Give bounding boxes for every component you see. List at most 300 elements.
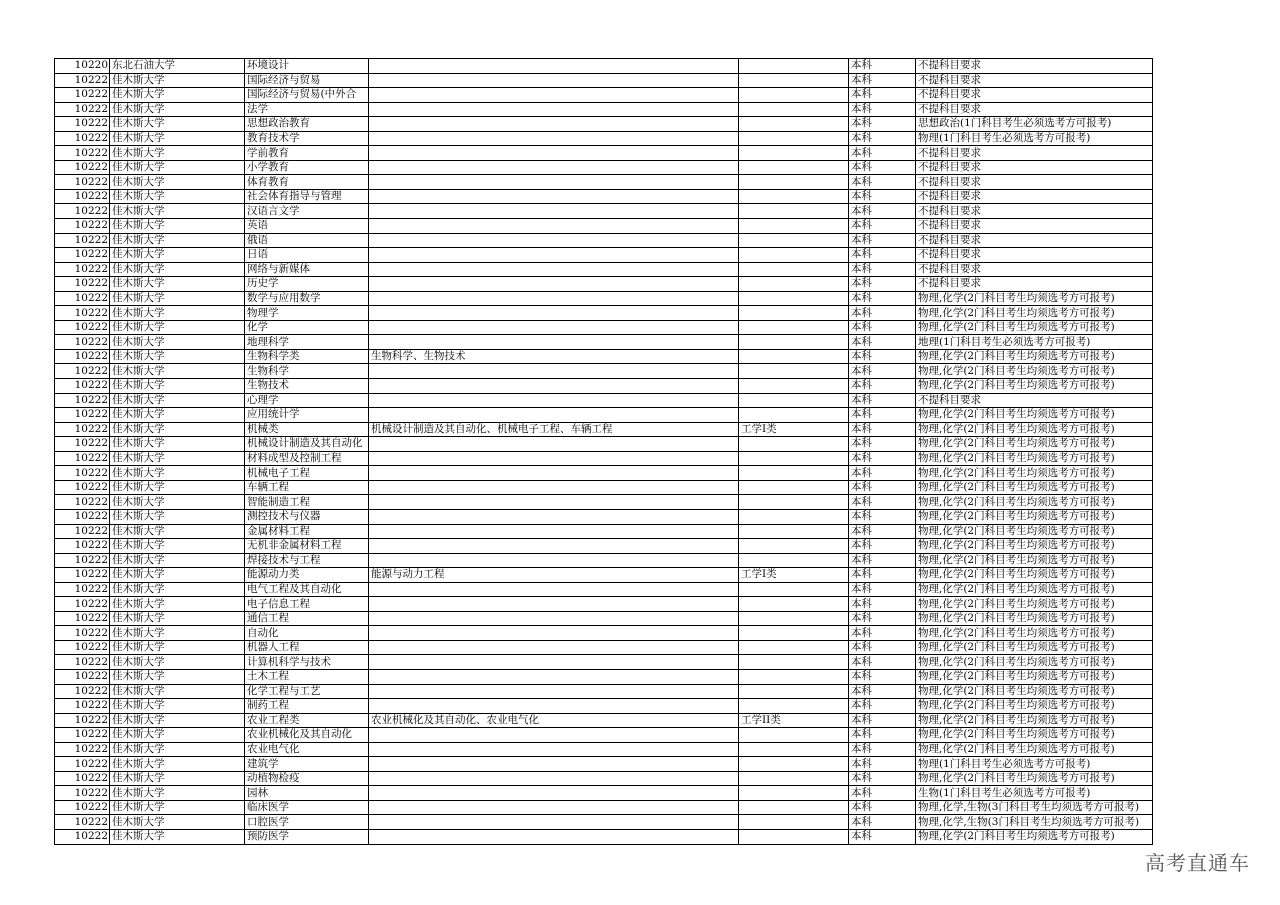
- school-name-cell: 佳木斯大学: [110, 582, 245, 597]
- table-body: [55, 59, 1153, 845]
- school-name-cell: 东北石油大学: [110, 59, 245, 74]
- category-cell: [739, 102, 849, 117]
- subject-requirement-cell: 地理(1门科目考生必须选考方可报考): [916, 335, 1153, 350]
- school-code-cell: 10222: [55, 684, 110, 699]
- level-cell: 本科: [849, 335, 916, 350]
- school-name-cell: 佳木斯大学: [110, 102, 245, 117]
- school-name-cell: 佳木斯大学: [110, 742, 245, 757]
- subject-requirement-cell: 物理,化学(2门科目考生均须选考方可报考): [916, 699, 1153, 714]
- school-name-cell: 佳木斯大学: [110, 524, 245, 539]
- level-cell: 本科: [849, 786, 916, 801]
- major-name-cell: 环境设计: [245, 59, 369, 74]
- table-row: [55, 509, 1153, 524]
- table-row: [55, 466, 1153, 481]
- subject-requirement-cell: 物理,化学(2门科目考生均须选考方可报考): [916, 640, 1153, 655]
- category-cell: [739, 248, 849, 263]
- level-cell: 本科: [849, 306, 916, 321]
- school-code-cell: 10222: [55, 713, 110, 728]
- level-cell: 本科: [849, 189, 916, 204]
- category-cell: [739, 233, 849, 248]
- included-majors-cell: [369, 437, 739, 452]
- included-majors-cell: [369, 88, 739, 103]
- major-name-cell: 教育技术学: [245, 131, 369, 146]
- subject-requirement-cell: 不提科目要求: [916, 73, 1153, 88]
- major-name-cell: 能源动力类: [245, 568, 369, 583]
- category-cell: [739, 88, 849, 103]
- table-row: [55, 451, 1153, 466]
- level-cell: 本科: [849, 829, 916, 844]
- major-name-cell: 心理学: [245, 393, 369, 408]
- included-majors-cell: [369, 160, 739, 175]
- major-name-cell: 通信工程: [245, 611, 369, 626]
- table-row: [55, 582, 1153, 597]
- school-name-cell: 佳木斯大学: [110, 320, 245, 335]
- level-cell: 本科: [849, 568, 916, 583]
- major-name-cell: 化学: [245, 320, 369, 335]
- major-name-cell: 机械类: [245, 422, 369, 437]
- category-cell: [739, 59, 849, 74]
- school-code-cell: 10222: [55, 189, 110, 204]
- table-row: [55, 757, 1153, 772]
- included-majors-cell: [369, 771, 739, 786]
- major-name-cell: 自动化: [245, 626, 369, 641]
- level-cell: 本科: [849, 713, 916, 728]
- major-name-cell: 园林: [245, 786, 369, 801]
- subject-requirement-cell: 思想政治(1门科目考生必须选考方可报考): [916, 117, 1153, 132]
- level-cell: 本科: [849, 88, 916, 103]
- category-cell: [739, 829, 849, 844]
- included-majors-cell: [369, 742, 739, 757]
- category-cell: [739, 204, 849, 219]
- level-cell: 本科: [849, 160, 916, 175]
- major-name-cell: 机械电子工程: [245, 466, 369, 481]
- level-cell: 本科: [849, 742, 916, 757]
- major-name-cell: 电子信息工程: [245, 597, 369, 612]
- level-cell: 本科: [849, 611, 916, 626]
- included-majors-cell: [369, 539, 739, 554]
- included-majors-cell: [369, 582, 739, 597]
- table-row: [55, 59, 1153, 74]
- school-name-cell: 佳木斯大学: [110, 800, 245, 815]
- level-cell: 本科: [849, 131, 916, 146]
- major-name-cell: 农业工程类: [245, 713, 369, 728]
- included-majors-cell: [369, 146, 739, 161]
- table-row: [55, 713, 1153, 728]
- table-row: [55, 422, 1153, 437]
- major-name-cell: 国际经济与贸易: [245, 73, 369, 88]
- major-name-cell: 生物技术: [245, 379, 369, 394]
- school-code-cell: 10222: [55, 408, 110, 423]
- school-name-cell: 佳木斯大学: [110, 204, 245, 219]
- major-name-cell: 法学: [245, 102, 369, 117]
- category-cell: [739, 728, 849, 743]
- category-cell: [739, 771, 849, 786]
- level-cell: 本科: [849, 102, 916, 117]
- category-cell: [739, 655, 849, 670]
- school-code-cell: 10222: [55, 582, 110, 597]
- school-code-cell: 10222: [55, 175, 110, 190]
- table-row: [55, 219, 1153, 234]
- category-cell: [739, 582, 849, 597]
- level-cell: 本科: [849, 815, 916, 830]
- table-row: [55, 553, 1153, 568]
- subject-requirement-cell: 不提科目要求: [916, 189, 1153, 204]
- category-cell: 工学II类: [739, 713, 849, 728]
- major-name-cell: 应用统计学: [245, 408, 369, 423]
- included-majors-cell: [369, 553, 739, 568]
- table-row: [55, 539, 1153, 554]
- subject-requirement-cell: 物理(1门科目考生必须选考方可报考): [916, 131, 1153, 146]
- major-name-cell: 学前教育: [245, 146, 369, 161]
- school-code-cell: 10222: [55, 626, 110, 641]
- category-cell: [739, 349, 849, 364]
- level-cell: 本科: [849, 349, 916, 364]
- major-name-cell: 车辆工程: [245, 480, 369, 495]
- school-code-cell: 10222: [55, 786, 110, 801]
- table-row: [55, 699, 1153, 714]
- table-row: [55, 393, 1153, 408]
- table-row: [55, 568, 1153, 583]
- school-code-cell: 10222: [55, 422, 110, 437]
- level-cell: 本科: [849, 451, 916, 466]
- subject-requirement-cell: 物理,化学(2门科目考生均须选考方可报考): [916, 829, 1153, 844]
- level-cell: 本科: [849, 757, 916, 772]
- school-code-cell: 10222: [55, 597, 110, 612]
- subject-requirement-cell: 物理,化学(2门科目考生均须选考方可报考): [916, 771, 1153, 786]
- subject-requirement-cell: 物理,化学(2门科目考生均须选考方可报考): [916, 582, 1153, 597]
- category-cell: [739, 437, 849, 452]
- included-majors-cell: [369, 655, 739, 670]
- school-name-cell: 佳木斯大学: [110, 73, 245, 88]
- category-cell: [739, 73, 849, 88]
- school-code-cell: 10222: [55, 568, 110, 583]
- school-code-cell: 10222: [55, 291, 110, 306]
- category-cell: [739, 408, 849, 423]
- school-code-cell: 10222: [55, 335, 110, 350]
- major-name-cell: 机械设计制造及其自动化: [245, 437, 369, 452]
- level-cell: 本科: [849, 669, 916, 684]
- table-row: [55, 408, 1153, 423]
- school-code-cell: 10222: [55, 262, 110, 277]
- included-majors-cell: [369, 640, 739, 655]
- category-cell: [739, 131, 849, 146]
- school-name-cell: 佳木斯大学: [110, 568, 245, 583]
- table-row: [55, 815, 1153, 830]
- level-cell: 本科: [849, 175, 916, 190]
- included-majors-cell: [369, 408, 739, 423]
- school-name-cell: 佳木斯大学: [110, 248, 245, 263]
- school-code-cell: 10222: [55, 466, 110, 481]
- school-name-cell: 佳木斯大学: [110, 640, 245, 655]
- school-name-cell: 佳木斯大学: [110, 451, 245, 466]
- subject-requirement-cell: 物理,化学(2门科目考生均须选考方可报考): [916, 379, 1153, 394]
- subject-requirement-cell: 物理(1门科目考生必须选考方可报考): [916, 757, 1153, 772]
- subject-requirement-cell: 物理,化学(2门科目考生均须选考方可报考): [916, 669, 1153, 684]
- school-name-cell: 佳木斯大学: [110, 713, 245, 728]
- subject-requirement-cell: 物理,化学(2门科目考生均须选考方可报考): [916, 539, 1153, 554]
- included-majors-cell: 机械设计制造及其自动化、机械电子工程、车辆工程: [369, 422, 739, 437]
- level-cell: 本科: [849, 699, 916, 714]
- included-majors-cell: [369, 669, 739, 684]
- category-cell: [739, 786, 849, 801]
- major-name-cell: 动植物检疫: [245, 771, 369, 786]
- table-row: [55, 277, 1153, 292]
- table-row: [55, 160, 1153, 175]
- school-name-cell: 佳木斯大学: [110, 175, 245, 190]
- subject-requirement-cell: 物理,化学(2门科目考生均须选考方可报考): [916, 626, 1153, 641]
- level-cell: 本科: [849, 291, 916, 306]
- subject-requirement-cell: 不提科目要求: [916, 102, 1153, 117]
- table-row: [55, 597, 1153, 612]
- school-code-cell: 10220: [55, 59, 110, 74]
- table-row: [55, 262, 1153, 277]
- school-code-cell: 10222: [55, 88, 110, 103]
- major-name-cell: 历史学: [245, 277, 369, 292]
- major-name-cell: 焊接技术与工程: [245, 553, 369, 568]
- level-cell: 本科: [849, 146, 916, 161]
- category-cell: [739, 219, 849, 234]
- school-code-cell: 10222: [55, 509, 110, 524]
- school-name-cell: 佳木斯大学: [110, 291, 245, 306]
- school-name-cell: 佳木斯大学: [110, 815, 245, 830]
- table-row: [55, 771, 1153, 786]
- table-row: [55, 335, 1153, 350]
- level-cell: 本科: [849, 640, 916, 655]
- level-cell: 本科: [849, 248, 916, 263]
- included-majors-cell: [369, 175, 739, 190]
- subject-requirement-cell: 物理,化学(2门科目考生均须选考方可报考): [916, 597, 1153, 612]
- school-code-cell: 10222: [55, 364, 110, 379]
- category-cell: [739, 699, 849, 714]
- major-name-cell: 物理学: [245, 306, 369, 321]
- subject-requirement-cell: 物理,化学(2门科目考生均须选考方可报考): [916, 422, 1153, 437]
- major-name-cell: 俄语: [245, 233, 369, 248]
- major-name-cell: 英语: [245, 219, 369, 234]
- category-cell: [739, 611, 849, 626]
- included-majors-cell: 农业机械化及其自动化、农业电气化: [369, 713, 739, 728]
- table-row: [55, 320, 1153, 335]
- category-cell: [739, 117, 849, 132]
- table-row: [55, 640, 1153, 655]
- subject-requirement-cell: 不提科目要求: [916, 219, 1153, 234]
- subject-requirement-cell: 物理,化学(2门科目考生均须选考方可报考): [916, 291, 1153, 306]
- included-majors-cell: [369, 626, 739, 641]
- category-cell: [739, 757, 849, 772]
- school-name-cell: 佳木斯大学: [110, 757, 245, 772]
- table-row: [55, 742, 1153, 757]
- subject-requirement-cell: 物理,化学(2门科目考生均须选考方可报考): [916, 306, 1153, 321]
- school-code-cell: 10222: [55, 437, 110, 452]
- included-majors-cell: [369, 815, 739, 830]
- school-name-cell: 佳木斯大学: [110, 597, 245, 612]
- subject-requirement-cell: 物理,化学(2门科目考生均须选考方可报考): [916, 480, 1153, 495]
- category-cell: 工学I类: [739, 568, 849, 583]
- level-cell: 本科: [849, 495, 916, 510]
- table-row: [55, 495, 1153, 510]
- school-name-cell: 佳木斯大学: [110, 335, 245, 350]
- level-cell: 本科: [849, 800, 916, 815]
- subject-requirement-cell: 物理,化学(2门科目考生均须选考方可报考): [916, 364, 1153, 379]
- level-cell: 本科: [849, 553, 916, 568]
- level-cell: 本科: [849, 509, 916, 524]
- school-code-cell: 10222: [55, 655, 110, 670]
- subject-requirement-cell: 物理,化学(2门科目考生均须选考方可报考): [916, 742, 1153, 757]
- subject-requirement-cell: 物理,化学(2门科目考生均须选考方可报考): [916, 466, 1153, 481]
- included-majors-cell: [369, 117, 739, 132]
- major-name-cell: 小学教育: [245, 160, 369, 175]
- school-name-cell: 佳木斯大学: [110, 233, 245, 248]
- category-cell: [739, 320, 849, 335]
- table-row: [55, 364, 1153, 379]
- level-cell: 本科: [849, 233, 916, 248]
- table-row: [55, 437, 1153, 452]
- level-cell: 本科: [849, 320, 916, 335]
- table-row: [55, 204, 1153, 219]
- level-cell: 本科: [849, 364, 916, 379]
- major-name-cell: 土木工程: [245, 669, 369, 684]
- subject-requirement-cell: 不提科目要求: [916, 175, 1153, 190]
- school-name-cell: 佳木斯大学: [110, 611, 245, 626]
- subject-requirement-cell: 不提科目要求: [916, 248, 1153, 263]
- school-code-cell: 10222: [55, 524, 110, 539]
- major-name-cell: 网络与新媒体: [245, 262, 369, 277]
- school-name-cell: 佳木斯大学: [110, 728, 245, 743]
- category-cell: [739, 495, 849, 510]
- included-majors-cell: [369, 757, 739, 772]
- major-name-cell: 制药工程: [245, 699, 369, 714]
- major-name-cell: 口腔医学: [245, 815, 369, 830]
- included-majors-cell: [369, 509, 739, 524]
- subject-requirement-cell: 不提科目要求: [916, 277, 1153, 292]
- included-majors-cell: [369, 684, 739, 699]
- subject-requirement-cell: 不提科目要求: [916, 204, 1153, 219]
- subject-requirement-cell: 物理,化学(2门科目考生均须选考方可报考): [916, 684, 1153, 699]
- school-code-cell: 10222: [55, 829, 110, 844]
- school-name-cell: 佳木斯大学: [110, 408, 245, 423]
- subject-requirement-cell: 物理,化学(2门科目考生均须选考方可报考): [916, 524, 1153, 539]
- school-name-cell: 佳木斯大学: [110, 466, 245, 481]
- school-code-cell: 10222: [55, 117, 110, 132]
- school-code-cell: 10222: [55, 495, 110, 510]
- major-name-cell: 机器人工程: [245, 640, 369, 655]
- major-name-cell: 社会体育指导与管理: [245, 189, 369, 204]
- subject-requirement-cell: 不提科目要求: [916, 88, 1153, 103]
- category-cell: [739, 800, 849, 815]
- school-code-cell: 10222: [55, 640, 110, 655]
- category-cell: [739, 160, 849, 175]
- school-code-cell: 10222: [55, 553, 110, 568]
- subject-requirement-cell: 不提科目要求: [916, 393, 1153, 408]
- school-name-cell: 佳木斯大学: [110, 379, 245, 394]
- table-row: [55, 306, 1153, 321]
- school-name-cell: 佳木斯大学: [110, 771, 245, 786]
- included-majors-cell: [369, 131, 739, 146]
- category-cell: [739, 393, 849, 408]
- school-code-cell: 10222: [55, 146, 110, 161]
- subject-requirement-cell: 不提科目要求: [916, 262, 1153, 277]
- table-row: [55, 684, 1153, 699]
- subject-requirement-cell: 物理,化学(2门科目考生均须选考方可报考): [916, 728, 1153, 743]
- table-row: [55, 248, 1153, 263]
- subject-requirement-cell: 不提科目要求: [916, 146, 1153, 161]
- subject-requirement-cell: 物理,化学(2门科目考生均须选考方可报考): [916, 451, 1153, 466]
- included-majors-cell: [369, 59, 739, 74]
- school-code-cell: 10222: [55, 219, 110, 234]
- major-name-cell: 地理科学: [245, 335, 369, 350]
- level-cell: 本科: [849, 393, 916, 408]
- subject-requirement-cell: 物理,化学,生物(3门科目考生均须选考方可报考): [916, 800, 1153, 815]
- school-name-cell: 佳木斯大学: [110, 219, 245, 234]
- subject-requirement-cell: 生物(1门科目考生必须选考方可报考): [916, 786, 1153, 801]
- school-name-cell: 佳木斯大学: [110, 306, 245, 321]
- major-name-cell: 临床医学: [245, 800, 369, 815]
- school-name-cell: 佳木斯大学: [110, 262, 245, 277]
- school-code-cell: 10222: [55, 728, 110, 743]
- included-majors-cell: [369, 102, 739, 117]
- category-cell: [739, 291, 849, 306]
- level-cell: 本科: [849, 684, 916, 699]
- school-name-cell: 佳木斯大学: [110, 495, 245, 510]
- category-cell: [739, 175, 849, 190]
- included-majors-cell: [369, 233, 739, 248]
- table-row: [55, 117, 1153, 132]
- school-code-cell: 10222: [55, 233, 110, 248]
- included-majors-cell: [369, 73, 739, 88]
- included-majors-cell: [369, 204, 739, 219]
- level-cell: 本科: [849, 408, 916, 423]
- category-cell: [739, 335, 849, 350]
- school-name-cell: 佳木斯大学: [110, 189, 245, 204]
- major-name-cell: 汉语言文学: [245, 204, 369, 219]
- level-cell: 本科: [849, 597, 916, 612]
- school-name-cell: 佳木斯大学: [110, 131, 245, 146]
- school-code-cell: 10222: [55, 160, 110, 175]
- school-name-cell: 佳木斯大学: [110, 829, 245, 844]
- admission-requirements-table: [54, 58, 1153, 845]
- category-cell: [739, 466, 849, 481]
- major-name-cell: 金属材料工程: [245, 524, 369, 539]
- school-code-cell: 10222: [55, 699, 110, 714]
- school-code-cell: 10222: [55, 204, 110, 219]
- school-code-cell: 10222: [55, 320, 110, 335]
- included-majors-cell: [369, 728, 739, 743]
- included-majors-cell: [369, 306, 739, 321]
- subject-requirement-cell: 物理,化学(2门科目考生均须选考方可报考): [916, 408, 1153, 423]
- school-code-cell: 10222: [55, 757, 110, 772]
- school-code-cell: 10222: [55, 349, 110, 364]
- major-name-cell: 农业机械化及其自动化: [245, 728, 369, 743]
- school-code-cell: 10222: [55, 248, 110, 263]
- table-row: [55, 829, 1153, 844]
- subject-requirement-cell: 物理,化学(2门科目考生均须选考方可报考): [916, 320, 1153, 335]
- level-cell: 本科: [849, 277, 916, 292]
- table-row: [55, 102, 1153, 117]
- table-row: [55, 189, 1153, 204]
- included-majors-cell: [369, 466, 739, 481]
- school-code-cell: 10222: [55, 73, 110, 88]
- school-name-cell: 佳木斯大学: [110, 349, 245, 364]
- major-name-cell: 思想政治教育: [245, 117, 369, 132]
- included-majors-cell: [369, 379, 739, 394]
- watermark-text: 高考直通车: [1145, 851, 1250, 875]
- school-name-cell: 佳木斯大学: [110, 626, 245, 641]
- included-majors-cell: [369, 800, 739, 815]
- included-majors-cell: [369, 597, 739, 612]
- included-majors-cell: 生物科学、生物技术: [369, 349, 739, 364]
- table-row: [55, 175, 1153, 190]
- level-cell: 本科: [849, 582, 916, 597]
- included-majors-cell: [369, 364, 739, 379]
